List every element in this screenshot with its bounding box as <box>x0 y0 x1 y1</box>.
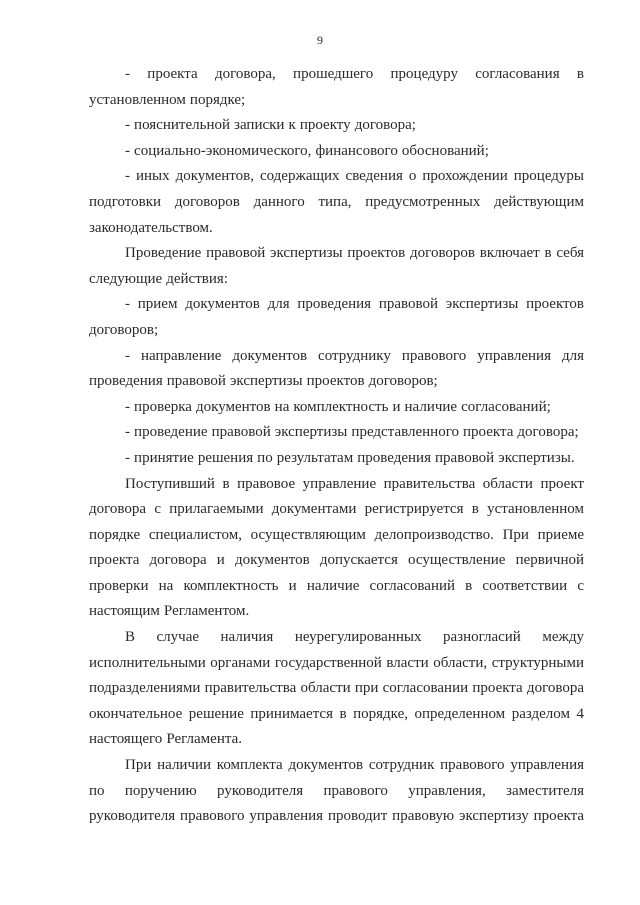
paragraph-disagreements: В случае наличия неурегулированных разногласий между исполнительными органами государственной власти области, структурными подразделениями правительства области при согласовании проекта договора окончательное решение принимается в порядке, определенном разделом 4 настоящего Регламента. <box>89 629 584 748</box>
list-item-other-documents: - иных документов, содержащих сведения о прохождении процедуры подготовки договоров данного типа, предусмотренных действующим законодательством. <box>89 168 584 236</box>
list-item-contract-draft: - проекта договора, прошедшего процедуру согласования в установленном порядке; <box>89 66 584 108</box>
list-item-economic-justification: - социально-экономического, финансового обоснований; <box>125 142 489 159</box>
list-item-receive-documents: - прием документов для проведения правовой экспертизы проектов договоров; <box>89 296 584 338</box>
list-item-check-completeness: - проверка документов на комплектность и наличие согласований; <box>125 398 551 415</box>
list-item-send-documents: - направление документов сотруднику правового управления для проведения правовой экспертизы проектов договоров; <box>89 347 584 390</box>
page-number: 9 <box>317 33 323 47</box>
paragraph-registration: Поступивший в правовое управление правительства области проект договора с прилагаемыми документами регистрируется в установленном порядке специалистом, осуществляющим делопроизводство. При приеме проекта договора и документов допускается осуществление первичной проверки на комплектность и наличие согласований в соответствии с настоящим Регламентом. <box>89 475 584 620</box>
list-item-conduct-expertise: - проведение правовой экспертизы представленного проекта договора; <box>125 424 579 441</box>
paragraph-expertise-actions: Проведение правовой экспертизы проектов договоров включает в себя следующие действия: <box>89 245 584 287</box>
list-item-explanatory-note: - пояснительной записки к проекту договора; <box>125 117 416 134</box>
paragraph-expertise-assignment: При наличии комплекта документов сотрудник правового управления по поручению руководителя правового управления, заместителя руководителя правового управления проводит правовую экспертизу проекта <box>89 757 584 825</box>
page-body <box>89 62 584 830</box>
list-item-decision: - принятие решения по результатам проведения правовой экспертизы. <box>125 449 575 466</box>
